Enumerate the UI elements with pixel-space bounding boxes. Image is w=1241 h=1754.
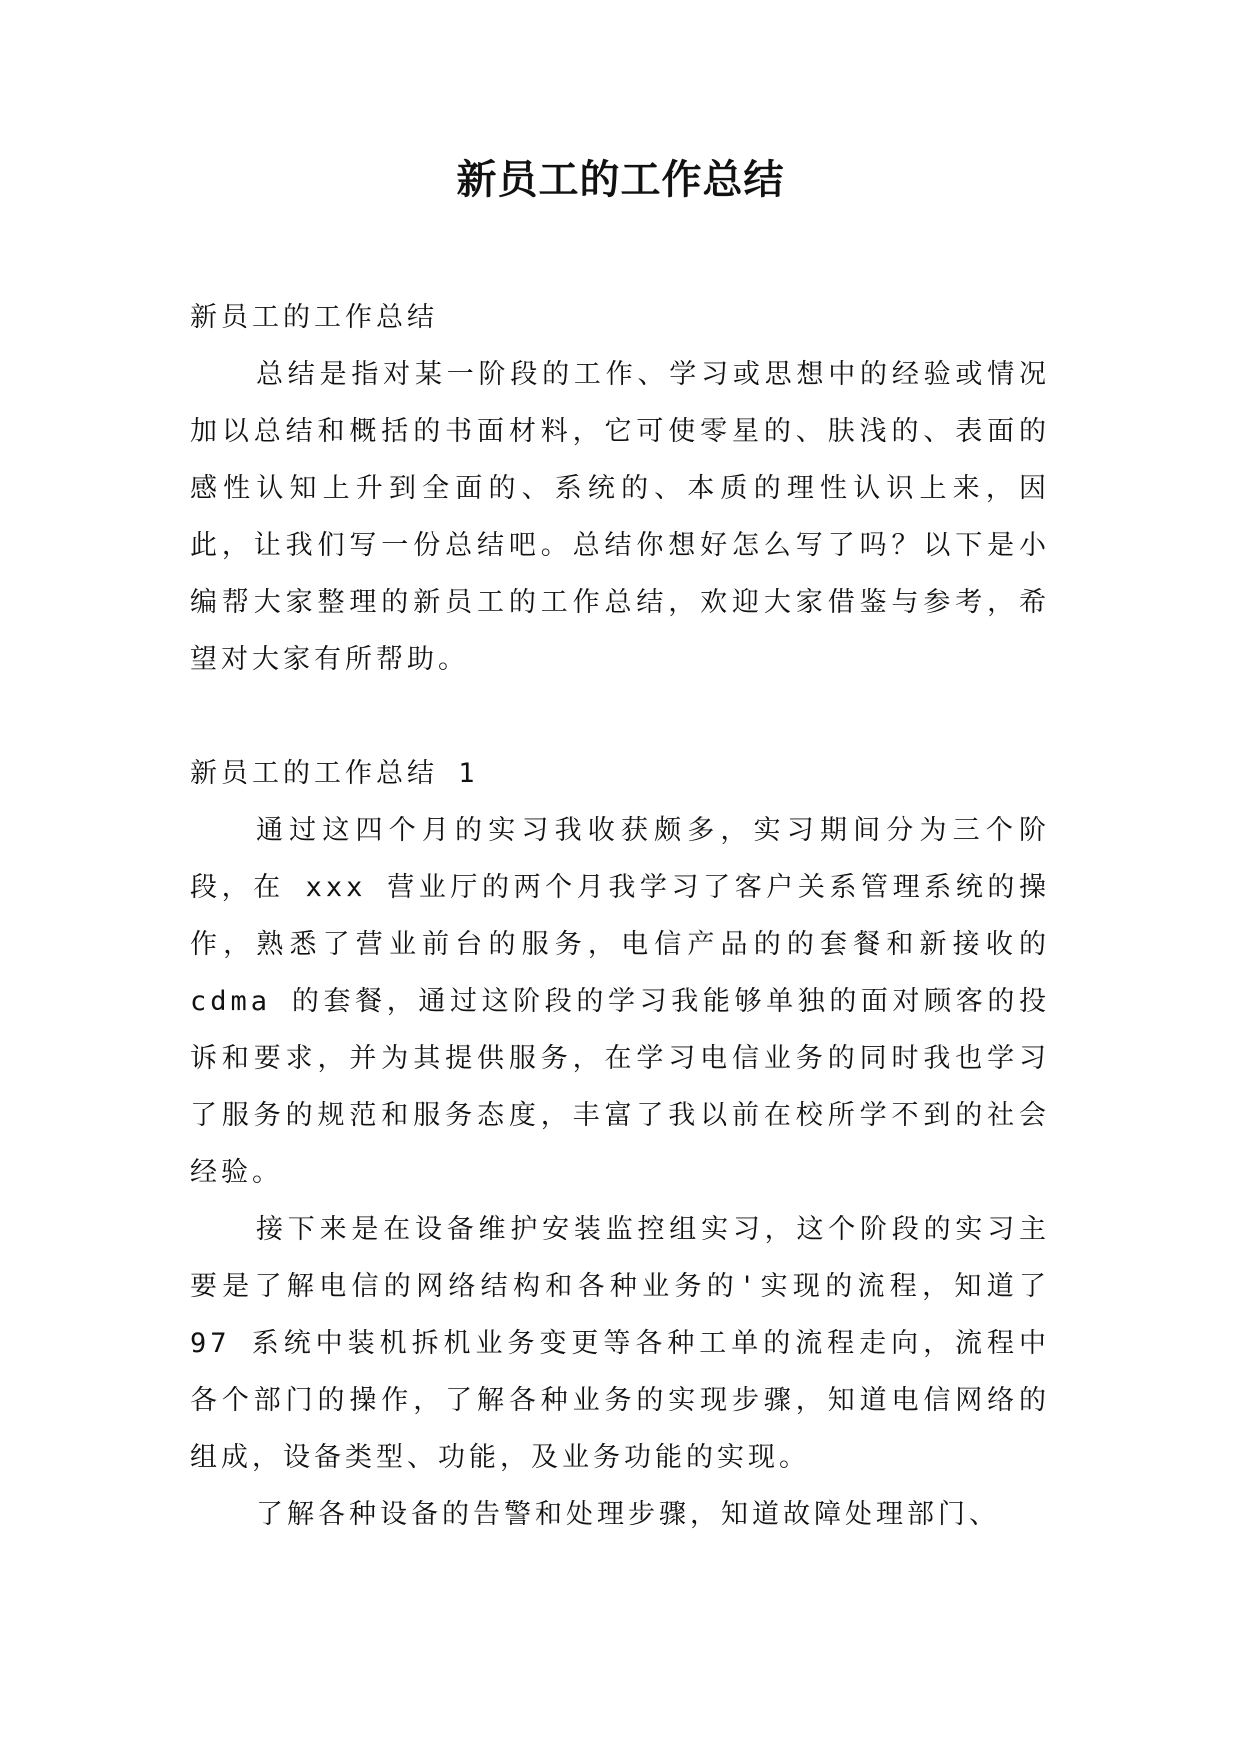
intro-heading: 新员工的工作总结 (190, 302, 438, 333)
section1-heading: 新员工的工作总结 1 (190, 758, 479, 789)
section1-paragraph-2: 接下来是在设备维护安装监控组实习，这个阶段的实习主要是了解电信的网络结构和各种业务的'实现的流程，知道了 97 系统中装机拆机业务变更等各种工单的流程走向，流程中各个部门的操作，了解各种业务的实现步骤，知道电信网络的组成，设备类型、功能，及业务功能的实现。 (190, 1214, 1050, 1473)
document-body (190, 289, 1050, 1543)
section1-paragraph-3: 了解各种设备的告警和处理步骤，知道故障处理部门、 (256, 1499, 1000, 1530)
section-spacer (190, 688, 1050, 745)
section1-paragraph-1: 通过这四个月的实习我收获颇多，实习期间分为三个阶段，在 xxx 营业厅的两个月我学习了客户关系管理系统的操作，熟悉了营业前台的服务，电信产品的的套餐和新接收的 cdma 的套餐，通过这阶段的学习我能够单独的面对顾客的投诉和要求，并为其提供服务，在学习电信业务的同时我也学习了服务的规范和服务态度，丰富了我以前在校所学不到的社会经验。 (190, 815, 1050, 1188)
document-title: 新员工的工作总结 (456, 156, 785, 203)
intro-paragraph: 总结是指对某一阶段的工作、学习或思想中的经验或情况加以总结和概括的书面材料，它可使零星的、肤浅的、表面的感性认知上升到全面的、系统的、本质的理性认识上来，因此，让我们写一份总结吧。总结你想好怎么写了吗？以下是小编帮大家整理的新员工的工作总结，欢迎大家借鉴与参考，希望对大家有所帮助。 (190, 359, 1050, 675)
